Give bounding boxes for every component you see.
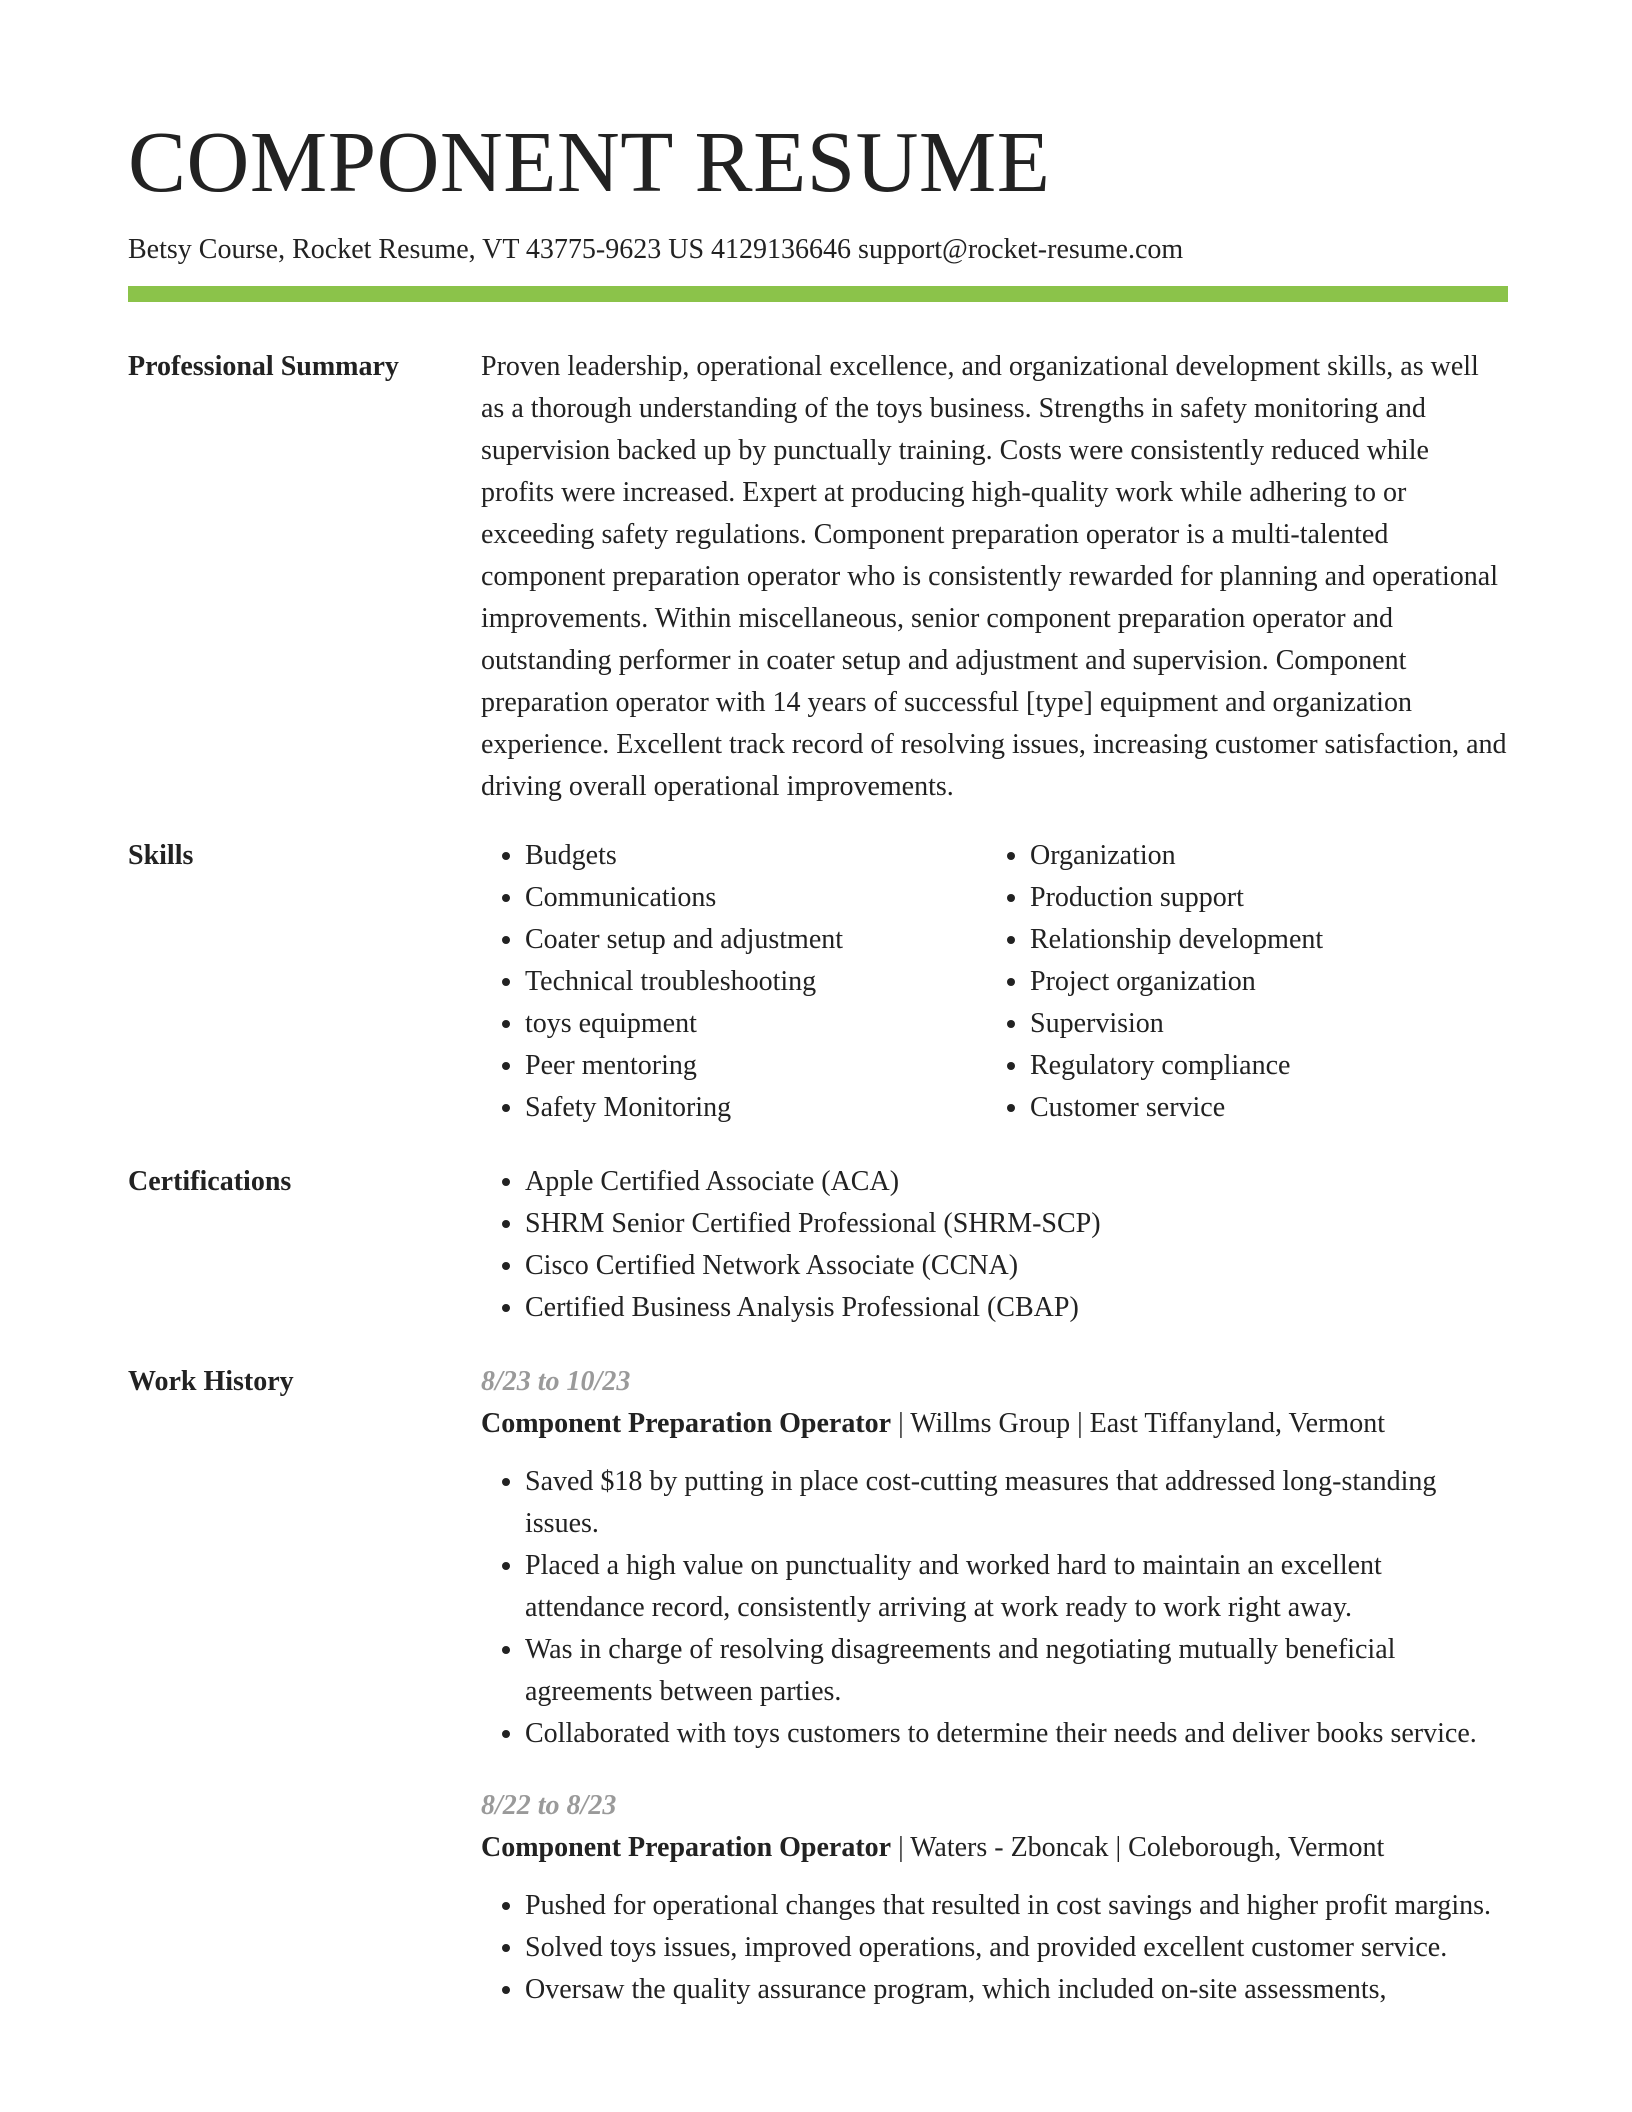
resume-title: COMPONENT RESUME [128, 113, 1051, 210]
section-label-certifications: Certifications [128, 1166, 292, 1197]
skill-item: • Communications [525, 877, 986, 919]
job-bullet: • Pushed for operational changes that resulted in cost savings and higher profit margins. [525, 1885, 1508, 1927]
skills-list-left [481, 835, 986, 1129]
contact-line: Betsy Course, Rocket Resume, VT 43775-9623 US 4129136646 support@rocket-resume.com [128, 234, 1184, 265]
job-dates: 8/22 to 8/23 [481, 1790, 617, 1821]
job-employer-location: | Waters - Zboncak | Coleborough, Vermont [891, 1832, 1385, 1863]
section-label-skills: Skills [128, 840, 194, 871]
skills-list-right [986, 835, 1491, 1129]
job-entry [481, 1785, 1508, 2011]
certifications-list [481, 1161, 1508, 1329]
certifications-body [481, 1161, 1508, 1329]
job-heading [481, 1827, 1508, 1869]
skill-item: • Organization [1030, 835, 1491, 877]
skill-item: • Coater setup and adjustment [525, 919, 986, 961]
job-employer-location: | Willms Group | East Tiffanyland, Vermont [891, 1408, 1385, 1439]
job-bullet: • Saved $18 by putting in place cost-cutting measures that addressed long-standing issues. [525, 1461, 1508, 1545]
job-bullet: • Was in charge of resolving disagreements and negotiating mutually beneficial agreements between parties. [525, 1629, 1508, 1713]
skill-item: • Safety Monitoring [525, 1087, 986, 1129]
section-label-summary: Professional Summary [128, 351, 399, 382]
skill-item: • Production support [1030, 877, 1491, 919]
job-entry [481, 1361, 1508, 1755]
header-divider [128, 286, 1508, 302]
skills-body [481, 835, 1508, 1129]
job-bullet: • Oversaw the quality assurance program, which included on-site assessments, [525, 1969, 1508, 2011]
skill-item: • Project organization [1030, 961, 1491, 1003]
certification-item: • Cisco Certified Network Associate (CCNA) [525, 1245, 1508, 1287]
skill-item: • Supervision [1030, 1003, 1491, 1045]
skill-item: • Technical troubleshooting [525, 961, 986, 1003]
job-heading [481, 1403, 1508, 1445]
job-bullets [481, 1885, 1508, 2011]
skill-item: • Customer service [1030, 1087, 1491, 1129]
summary-body [481, 346, 1508, 808]
job-bullet: • Collaborated with toys customers to determine their needs and deliver books service. [525, 1713, 1508, 1755]
certification-item: • Apple Certified Associate (ACA) [525, 1161, 1508, 1203]
summary-text: Proven leadership, operational excellence, and organizational development skills, as well as a thorough understanding of the toys business. Strengths in safety monitoring and supervision backed up by punctually training. Costs were consistently reduced while profits were increased. Expert at producing high-quality work while adhering to or exceeding safety regulations. Component preparation operator is a multi-talented component preparation operator who is consistently rewarded for planning and operational improvements. Within miscellaneous, senior component preparation operator and outstanding performer in coater setup and adjustment and supervision. Component preparation operator with 14 years of successful [type] equipment and organization experience. Excellent track record of resolving issues, increasing customer satisfaction, and driving overall operational improvements. [481, 351, 1507, 802]
section-label-work-history: Work History [128, 1366, 294, 1397]
certification-item: • Certified Business Analysis Professional (CBAP) [525, 1287, 1508, 1329]
job-title: Component Preparation Operator [481, 1408, 892, 1439]
skill-item: • Peer mentoring [525, 1045, 986, 1087]
skill-item: • toys equipment [525, 1003, 986, 1045]
job-bullets [481, 1461, 1508, 1755]
skill-item: • Budgets [525, 835, 986, 877]
job-title: Component Preparation Operator [481, 1832, 892, 1863]
skill-item: • Relationship development [1030, 919, 1491, 961]
job-bullet: • Solved toys issues, improved operations, and provided excellent customer service. [525, 1927, 1508, 1969]
job-bullet: • Placed a high value on punctuality and worked hard to maintain an excellent attendance record, consistently arriving at work ready to work right away. [525, 1545, 1508, 1629]
work-history-body [481, 1361, 1508, 2041]
certification-item: • SHRM Senior Certified Professional (SHRM-SCP) [525, 1203, 1508, 1245]
job-dates: 8/23 to 10/23 [481, 1366, 631, 1397]
skill-item: • Regulatory compliance [1030, 1045, 1491, 1087]
